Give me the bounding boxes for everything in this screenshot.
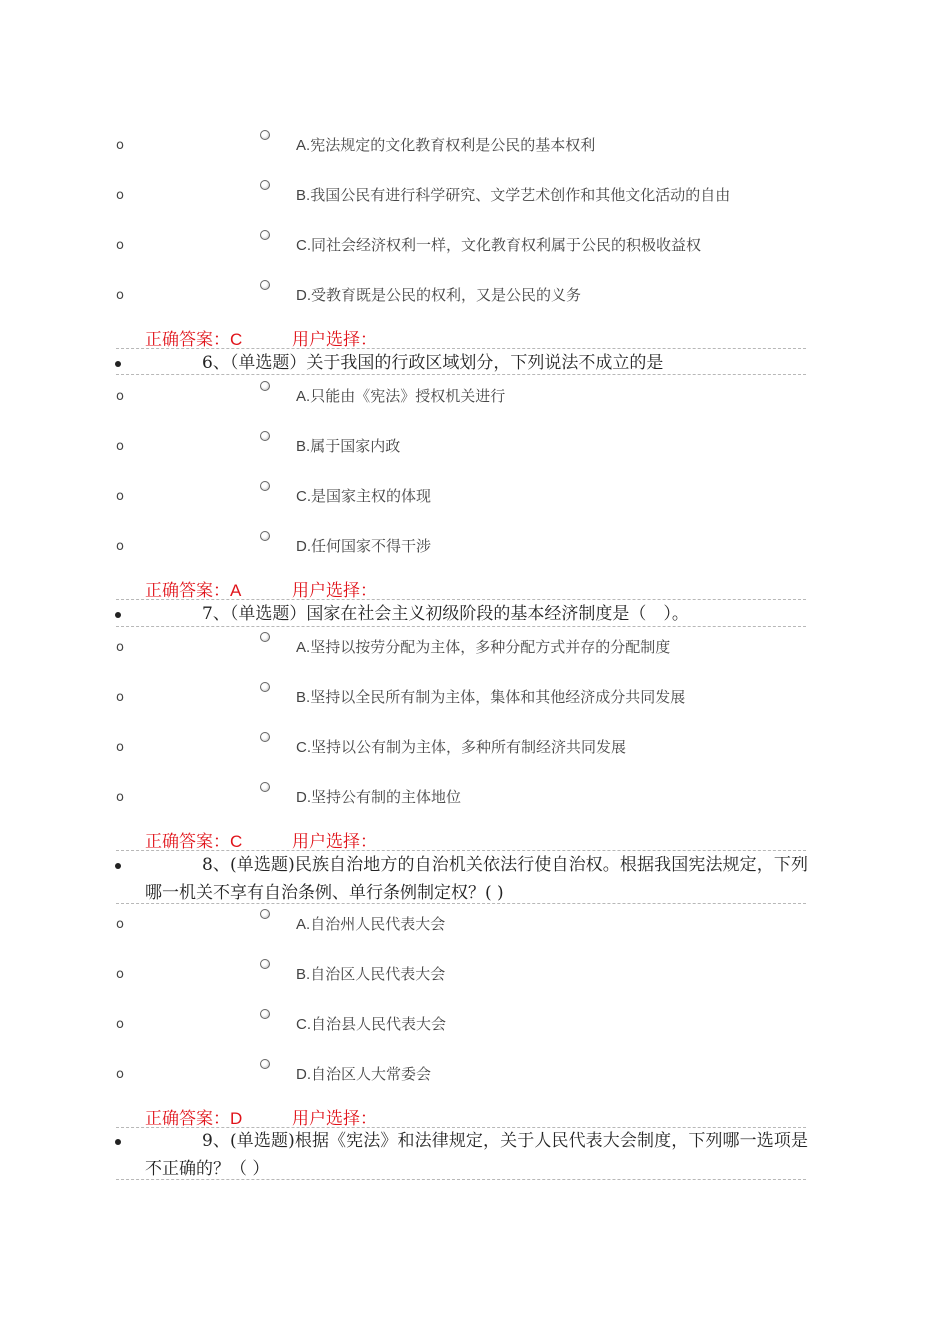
radio-button[interactable] (260, 682, 270, 692)
option-marker: o (116, 489, 124, 504)
radio-button[interactable] (260, 130, 270, 140)
radio-button[interactable] (260, 381, 270, 391)
q8-option-c[interactable] (0, 1013, 950, 1043)
option-marker: o (116, 640, 124, 655)
option-marker: o (116, 967, 124, 982)
radio-button[interactable] (260, 959, 270, 969)
correct-answer: 正确答案：C 用户选择： (145, 827, 242, 849)
option-marker: o (116, 138, 124, 153)
radio-button[interactable] (260, 1059, 270, 1069)
option-label: A.坚持以按劳分配为主体，多种分配方式并存的分配制度 (296, 638, 671, 656)
option-marker: o (116, 439, 124, 454)
option-label: C.是国家主权的体现 (296, 487, 432, 505)
option-marker: o (116, 188, 124, 203)
q5-option-b[interactable] (0, 184, 950, 214)
bullet (115, 361, 121, 367)
radio-button[interactable] (260, 1009, 270, 1019)
q5-option-d[interactable] (0, 284, 950, 314)
option-marker: o (116, 1017, 124, 1032)
option-marker: o (116, 539, 124, 554)
divider (116, 374, 806, 375)
bullet (115, 1139, 121, 1145)
q6-option-d[interactable] (0, 535, 950, 565)
q8-option-b[interactable] (0, 963, 950, 993)
user-choice-label: 用户选择： (292, 330, 377, 350)
q7-option-a[interactable] (0, 636, 950, 666)
option-label: B.坚持以全民所有制为主体，集体和其他经济成分共同发展 (296, 688, 686, 706)
radio-button[interactable] (260, 431, 270, 441)
option-label: A.自治州人民代表大会 (296, 915, 446, 933)
q7-option-d[interactable] (0, 786, 950, 816)
option-label: D.任何国家不得干涉 (296, 537, 432, 555)
q5-option-a[interactable] (0, 134, 950, 164)
radio-button[interactable] (260, 481, 270, 491)
q8-option-d[interactable] (0, 1063, 950, 1093)
radio-button[interactable] (260, 180, 270, 190)
option-marker: o (116, 740, 124, 755)
option-label: C.同社会经济权利一样，文化教育权利属于公民的积极收益权 (296, 236, 702, 254)
option-label: B.属于国家内政 (296, 437, 401, 455)
q7-option-b[interactable] (0, 686, 950, 716)
divider (116, 903, 806, 904)
q5-option-c[interactable] (0, 234, 950, 264)
option-marker: o (116, 790, 124, 805)
user-choice-label: 用户选择： (292, 581, 377, 601)
option-marker: o (116, 1067, 124, 1082)
radio-button[interactable] (260, 732, 270, 742)
question-text: 8、(单选题)民族自治地方的自治机关依法行使自治权。根据我国宪法规定，下列哪一机关不享有自治条例、单行条例制定权？( ) (145, 855, 808, 903)
option-marker: o (116, 690, 124, 705)
option-label: B.我国公民有进行科学研究、文学艺术创作和其他文化活动的自由 (296, 186, 731, 204)
correct-answer: 正确答案：D 用户选择： (145, 1104, 242, 1126)
correct-answer: 正确答案：A 用户选择： (145, 576, 241, 598)
option-label: C.自治县人民代表大会 (296, 1015, 447, 1033)
q6-option-c[interactable] (0, 485, 950, 515)
option-label: D.自治区人大常委会 (296, 1065, 432, 1083)
radio-button[interactable] (260, 230, 270, 240)
radio-button[interactable] (260, 531, 270, 541)
divider (116, 626, 806, 627)
divider (116, 1179, 806, 1180)
option-marker: o (116, 288, 124, 303)
correct-answer: 正确答案：C 用户选择： (145, 325, 242, 347)
q7-option-c[interactable] (0, 736, 950, 766)
question-text: 9、(单选题)根据《宪法》和法律规定，关于人民代表大会制度，下列哪一选项是不正确的？（ ） (145, 1131, 808, 1179)
user-choice-label: 用户选择： (292, 832, 377, 852)
q6-option-a[interactable] (0, 385, 950, 415)
question-text: 6、（单选题）关于我国的行政区域划分，下列说法不成立的是 (202, 353, 664, 373)
radio-button[interactable] (260, 782, 270, 792)
bullet (115, 863, 121, 869)
user-choice-label: 用户选择： (292, 1109, 377, 1129)
radio-button[interactable] (260, 632, 270, 642)
radio-button[interactable] (260, 909, 270, 919)
option-marker: o (116, 238, 124, 253)
option-label: D.坚持公有制的主体地位 (296, 788, 462, 806)
bullet (115, 612, 121, 618)
option-label: B.自治区人民代表大会 (296, 965, 446, 983)
radio-button[interactable] (260, 280, 270, 290)
question-text: 7、（单选题）国家在社会主义初级阶段的基本经济制度是（ ）。 (202, 604, 689, 624)
option-label: A.宪法规定的文化教育权利是公民的基本权利 (296, 136, 596, 154)
q6-option-b[interactable] (0, 435, 950, 465)
option-marker: o (116, 389, 124, 404)
option-label: D.受教育既是公民的权利，又是公民的义务 (296, 286, 582, 304)
option-label: C.坚持以公有制为主体，多种所有制经济共同发展 (296, 738, 627, 756)
option-marker: o (116, 917, 124, 932)
q8-option-a[interactable] (0, 913, 950, 943)
option-label: A.只能由《宪法》授权机关进行 (296, 387, 506, 405)
